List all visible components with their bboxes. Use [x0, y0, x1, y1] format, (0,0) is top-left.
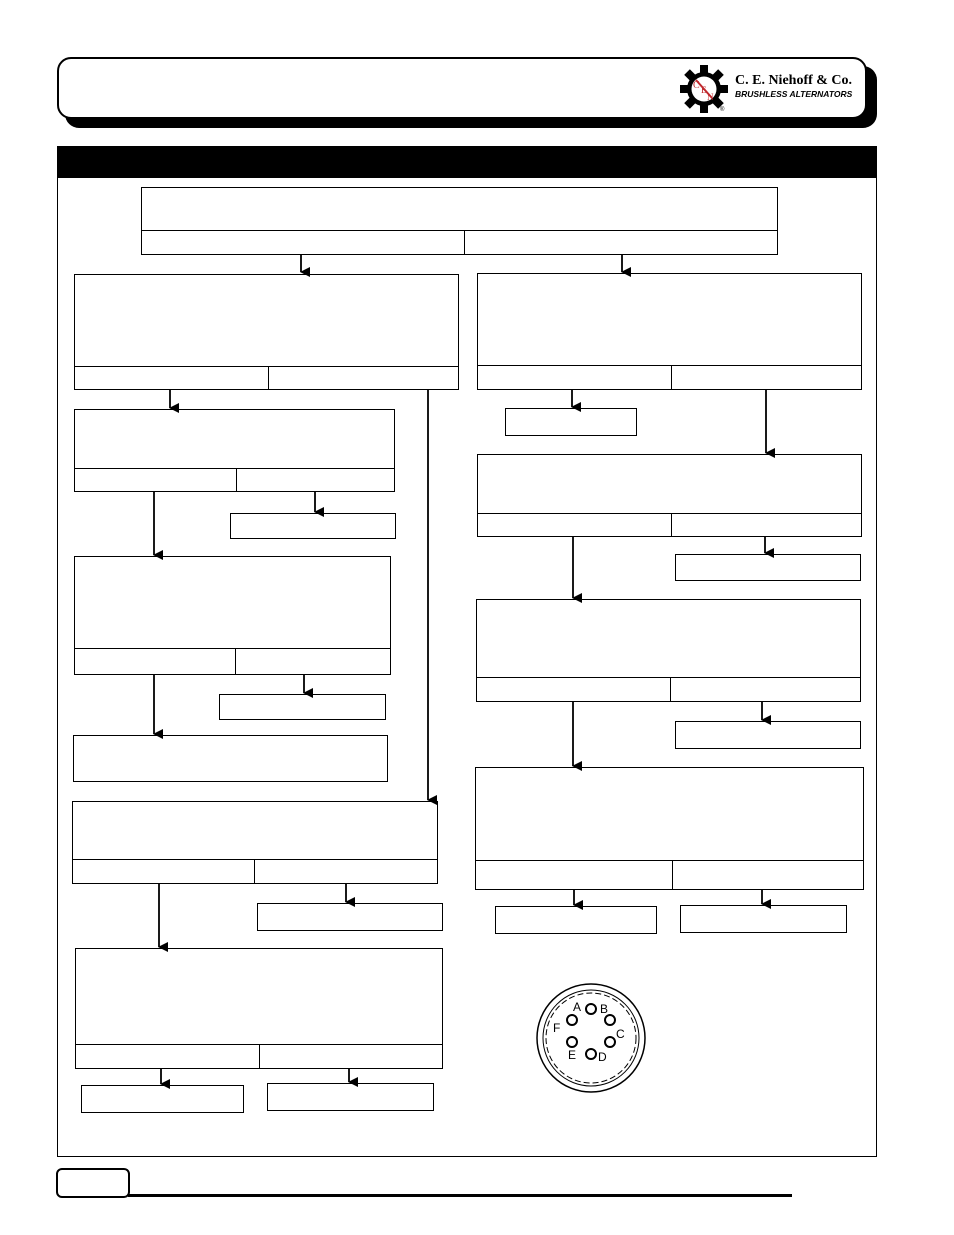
logo-letter-n: N [707, 92, 714, 102]
company-name: C. E. Niehoff & Co. [735, 73, 853, 88]
pin-a [586, 1004, 596, 1014]
pin-d [586, 1049, 596, 1059]
pin-e [567, 1037, 577, 1047]
pin-label-b: B [600, 1002, 609, 1016]
pin-b [605, 1015, 615, 1025]
connector-pinout [535, 982, 647, 1094]
footer-rule [128, 1194, 792, 1197]
page-number-tab [56, 1168, 130, 1198]
company-subtitle: BRUSHLESS ALTERNATORS [735, 89, 853, 99]
pin-label-f: F [553, 1021, 561, 1035]
registered-mark: ® [720, 107, 725, 113]
pin-label-a: A [573, 1000, 582, 1014]
pin-c [605, 1037, 615, 1047]
logo-letter-e: E [701, 85, 707, 95]
logo-letter-c: C [693, 80, 700, 91]
pin-label-c: C [616, 1027, 625, 1041]
pin-f [567, 1015, 577, 1025]
pin-label-d: D [598, 1050, 607, 1064]
pin-label-e: E [568, 1048, 577, 1062]
